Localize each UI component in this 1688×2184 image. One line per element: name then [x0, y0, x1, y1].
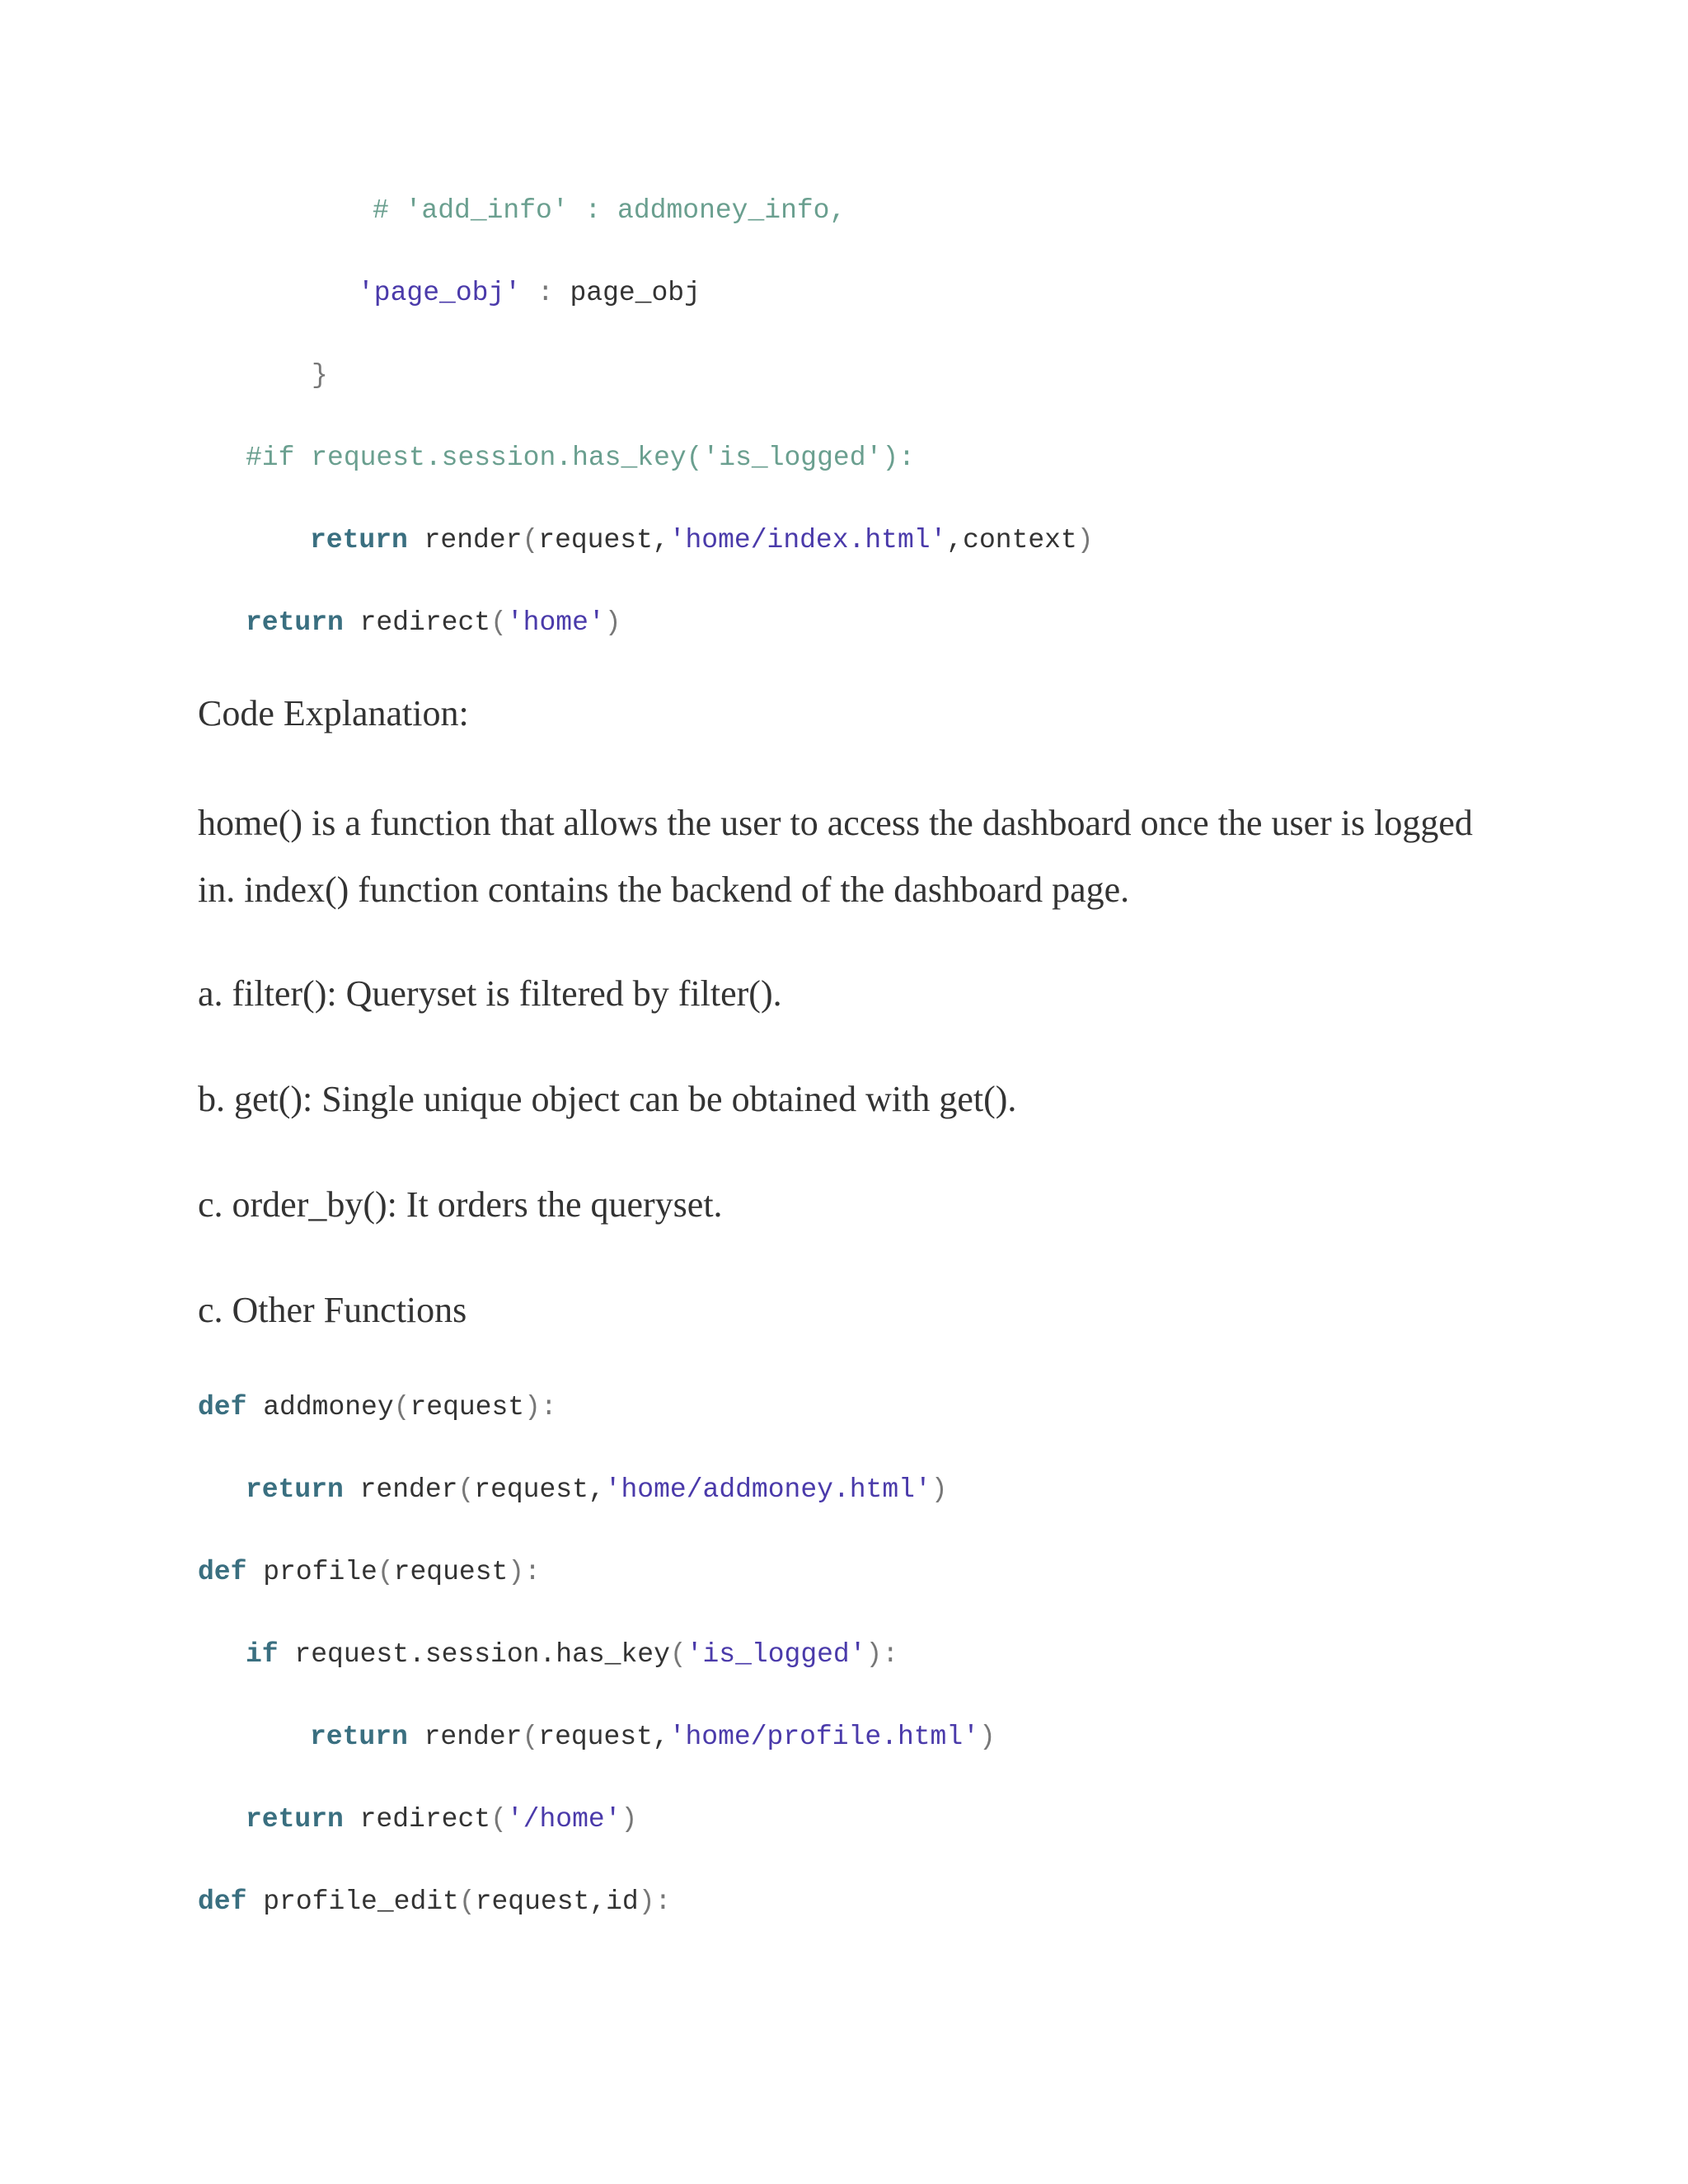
code-token: return	[246, 1474, 344, 1505]
code-token: ):	[638, 1886, 672, 1917]
explanation-paragraph: home() is a function that allows the user to access the dashboard once the user is logged in. index() function contains the backend of the dashboard page.	[198, 803, 1473, 910]
code-line	[198, 1886, 671, 1919]
code-token: )	[1076, 525, 1094, 555]
list-item: a. filter(): Queryset is filtered by filter().	[198, 973, 782, 1014]
code-token: (	[669, 1639, 687, 1670]
code-token: return	[310, 525, 408, 555]
code-line	[310, 524, 1094, 557]
code-line	[246, 1638, 898, 1671]
code-token: '/home'	[506, 1804, 621, 1835]
code-token: page_obj	[570, 278, 701, 308]
code-token: 'home/addmoney.html'	[604, 1474, 931, 1505]
code-token: return	[246, 1804, 344, 1835]
code-token: )	[978, 1722, 996, 1752]
code-token: (	[457, 1474, 475, 1505]
code-token: profile_edit	[246, 1886, 459, 1917]
code-token: profile	[246, 1557, 377, 1587]
code-line	[246, 1803, 637, 1836]
code-line	[246, 442, 915, 475]
code-token: ,context	[946, 525, 1077, 555]
code-token: )	[621, 1804, 638, 1835]
code-token: #if request.session.has_key('is_logged'):	[246, 443, 915, 473]
code-token: ):	[508, 1557, 541, 1587]
code-token: request,	[538, 525, 669, 555]
code-line	[198, 1391, 557, 1424]
code-token: (	[490, 1804, 507, 1835]
code-token: (	[490, 607, 507, 638]
list-item: b. get(): Single unique object can be obtained with get().	[198, 1079, 1017, 1119]
code-token: render	[343, 1474, 458, 1505]
code-token: :	[521, 278, 570, 308]
code-token: redirect	[343, 607, 491, 638]
code-line	[312, 359, 328, 392]
code-token: (	[393, 1392, 410, 1422]
code-token: request,	[474, 1474, 605, 1505]
code-line	[310, 1721, 996, 1754]
code-token: # 'add_info' : addmoney_info,	[373, 195, 846, 226]
code-line	[246, 1474, 948, 1507]
code-token: def	[198, 1886, 247, 1917]
code-token: 'home/profile.html'	[668, 1722, 979, 1752]
code-token: request,id	[475, 1886, 639, 1917]
code-line	[358, 277, 701, 310]
code-token: 'page_obj'	[358, 278, 522, 308]
code-token: ):	[524, 1392, 557, 1422]
code-token: return	[246, 607, 344, 638]
code-token: render	[407, 1722, 523, 1752]
code-token: (	[458, 1886, 476, 1917]
code-token: if	[246, 1639, 279, 1670]
code-token: 'is_logged'	[686, 1639, 866, 1670]
code-token: request,	[538, 1722, 669, 1752]
code-line	[246, 607, 621, 640]
section-heading: Code Explanation:	[198, 693, 469, 733]
code-token: request.session.has_key	[278, 1639, 670, 1670]
code-line	[373, 194, 846, 227]
code-token: (	[377, 1557, 394, 1587]
code-token: (	[522, 1722, 539, 1752]
code-token: 'home'	[506, 607, 605, 638]
code-token: addmoney	[246, 1392, 394, 1422]
code-token: )	[604, 607, 621, 638]
list-item: c. order_by(): It orders the queryset.	[198, 1184, 723, 1225]
code-token: }	[312, 360, 328, 391]
code-token: )	[931, 1474, 948, 1505]
code-token: 'home/index.html'	[668, 525, 947, 555]
code-token: ):	[865, 1639, 899, 1670]
code-token: request	[393, 1557, 509, 1587]
code-token: (	[522, 525, 539, 555]
code-line	[198, 1556, 541, 1589]
code-token: return	[310, 1722, 408, 1752]
code-token: def	[198, 1557, 247, 1587]
code-token: redirect	[343, 1804, 491, 1835]
section-subheading: c. Other Functions	[198, 1290, 467, 1330]
code-token: render	[407, 525, 523, 555]
code-token: request	[410, 1392, 525, 1422]
code-token: def	[198, 1392, 247, 1422]
